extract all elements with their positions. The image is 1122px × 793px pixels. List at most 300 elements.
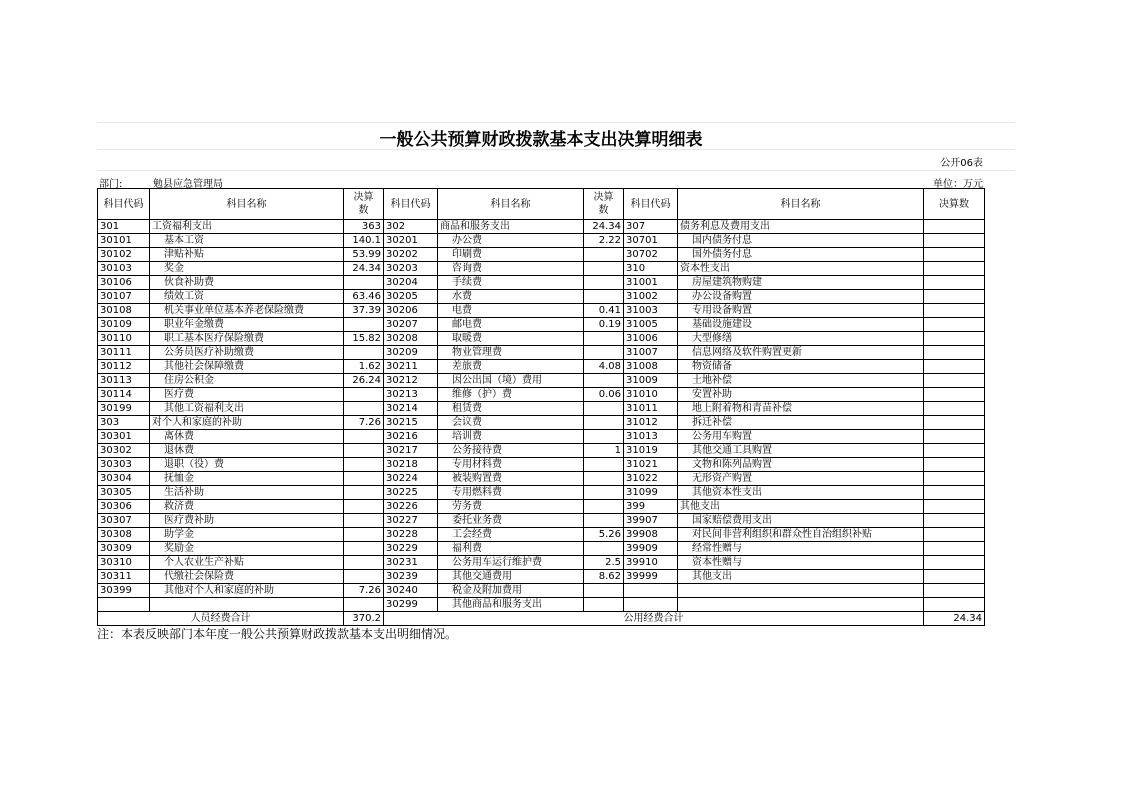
header-name-2: 科目名称 bbox=[438, 189, 584, 220]
cell-code: 30208 bbox=[384, 332, 438, 346]
cell-amount bbox=[584, 514, 624, 528]
cell-code: 39910 bbox=[624, 556, 678, 570]
table-row bbox=[98, 500, 985, 514]
table-row bbox=[98, 332, 985, 346]
cell-amount bbox=[584, 248, 624, 262]
cell-name: 个人农业生产补贴 bbox=[150, 556, 344, 570]
spreadsheet-sheet bbox=[97, 122, 1015, 641]
cell-code: 31099 bbox=[624, 486, 678, 500]
cell-code: 30304 bbox=[98, 472, 150, 486]
cell-name: 工会经费 bbox=[438, 528, 584, 542]
cell-amount: 0.41 bbox=[584, 304, 624, 318]
cell-code: 39999 bbox=[624, 570, 678, 584]
cell-name: 对民间非营利组织和群众性自治组织补贴 bbox=[678, 528, 924, 542]
cell-amount bbox=[924, 416, 985, 430]
header-amount-2-text: 决算 数 bbox=[593, 192, 614, 216]
cell-code: 31022 bbox=[624, 472, 678, 486]
cell-code: 30301 bbox=[98, 430, 150, 444]
header-amount-2 bbox=[584, 189, 624, 220]
cell-name: 大型修缮 bbox=[678, 332, 924, 346]
cell-name: 奖金 bbox=[150, 262, 344, 276]
table-row bbox=[98, 360, 985, 374]
cell-name: 公务员医疗补助缴费 bbox=[150, 346, 344, 360]
cell-amount bbox=[584, 402, 624, 416]
cell-code: 30205 bbox=[384, 290, 438, 304]
cell-code: 31002 bbox=[624, 290, 678, 304]
cell-name: 职工基本医疗保险缴费 bbox=[150, 332, 344, 346]
cell-amount bbox=[344, 430, 384, 444]
unit-label: 单位：万元 bbox=[933, 179, 983, 190]
cell-name: 会议费 bbox=[438, 416, 584, 430]
cell-name: 房屋建筑物购建 bbox=[678, 276, 924, 290]
cell-name: 培训费 bbox=[438, 430, 584, 444]
cell-name: 医疗费补助 bbox=[150, 514, 344, 528]
cell-code: 30310 bbox=[98, 556, 150, 570]
cell-amount bbox=[924, 598, 985, 612]
cell-code: 31013 bbox=[624, 430, 678, 444]
cell-amount bbox=[924, 318, 985, 332]
cell-code: 31012 bbox=[624, 416, 678, 430]
department-label: 部门: bbox=[99, 179, 123, 190]
cell-amount bbox=[924, 430, 985, 444]
table-row bbox=[98, 402, 985, 416]
cell-code: 30204 bbox=[384, 276, 438, 290]
cell-code: 30207 bbox=[384, 318, 438, 332]
cell-amount bbox=[344, 556, 384, 570]
cell-name: 绩效工资 bbox=[150, 290, 344, 304]
cell-amount bbox=[924, 276, 985, 290]
cell-code: 31001 bbox=[624, 276, 678, 290]
cell-code: 30218 bbox=[384, 458, 438, 472]
title-row bbox=[97, 122, 1015, 149]
cell-name: 其他工资福利支出 bbox=[150, 402, 344, 416]
cell-code: 30209 bbox=[384, 346, 438, 360]
cell-amount bbox=[924, 472, 985, 486]
cell-amount bbox=[344, 528, 384, 542]
cell-name: 其他交通费用 bbox=[438, 570, 584, 584]
table-row bbox=[98, 248, 985, 262]
cell-name: 其他社会保障缴费 bbox=[150, 360, 344, 374]
cell-amount bbox=[924, 458, 985, 472]
cell-name: 国家赔偿费用支出 bbox=[678, 514, 924, 528]
cell-amount bbox=[584, 500, 624, 514]
cell-name: 国外债务付息 bbox=[678, 248, 924, 262]
cell-amount bbox=[924, 346, 985, 360]
cell-code: 30109 bbox=[98, 318, 150, 332]
header-code-2: 科目代码 bbox=[384, 189, 438, 220]
cell-amount bbox=[344, 318, 384, 332]
cell-amount bbox=[924, 332, 985, 346]
cell-amount bbox=[344, 514, 384, 528]
cell-name: 文物和陈列品购置 bbox=[678, 458, 924, 472]
cell-name: 经常性赠与 bbox=[678, 542, 924, 556]
cell-code: 30110 bbox=[98, 332, 150, 346]
cell-amount bbox=[924, 248, 985, 262]
cell-amount bbox=[344, 346, 384, 360]
cell-name: 差旅费 bbox=[438, 360, 584, 374]
cell-name: 被装购置费 bbox=[438, 472, 584, 486]
header-code-3: 科目代码 bbox=[624, 189, 678, 220]
cell-code: 303 bbox=[98, 416, 150, 430]
cell-amount bbox=[584, 276, 624, 290]
cell-amount bbox=[584, 374, 624, 388]
cell-amount: 24.34 bbox=[584, 220, 624, 234]
cell-amount bbox=[584, 584, 624, 598]
cell-amount bbox=[344, 388, 384, 402]
cell-amount: 15.82 bbox=[344, 332, 384, 346]
cell-name: 离休费 bbox=[150, 430, 344, 444]
cell-name: 国内债务付息 bbox=[678, 234, 924, 248]
cell-code: 30216 bbox=[384, 430, 438, 444]
cell-amount bbox=[584, 430, 624, 444]
cell-code: 39909 bbox=[624, 542, 678, 556]
cell-amount: 2.22 bbox=[584, 234, 624, 248]
cell-amount: 53.99 bbox=[344, 248, 384, 262]
cell-amount bbox=[924, 584, 985, 598]
form-number-row bbox=[97, 149, 1015, 170]
cell-name: 债务利息及费用支出 bbox=[678, 220, 924, 234]
cell-amount bbox=[584, 416, 624, 430]
cell-amount bbox=[924, 388, 985, 402]
cell-name: 资本性支出 bbox=[678, 262, 924, 276]
cell-name: 手续费 bbox=[438, 276, 584, 290]
table-row bbox=[98, 276, 985, 290]
cell-code: 31019 bbox=[624, 444, 678, 458]
cell-code: 30309 bbox=[98, 542, 150, 556]
cell-amount bbox=[924, 514, 985, 528]
cell-amount bbox=[584, 472, 624, 486]
cell-amount: 0.19 bbox=[584, 318, 624, 332]
cell-name: 地上附着物和青苗补偿 bbox=[678, 402, 924, 416]
cell-amount bbox=[584, 486, 624, 500]
cell-name: 办公费 bbox=[438, 234, 584, 248]
cell-code: 30305 bbox=[98, 486, 150, 500]
table-row bbox=[98, 570, 985, 584]
cell-code: 301 bbox=[98, 220, 150, 234]
table-row bbox=[98, 514, 985, 528]
cell-code: 30308 bbox=[98, 528, 150, 542]
cell-amount bbox=[924, 262, 985, 276]
header-amount-3: 决算数 bbox=[924, 189, 985, 220]
table-row bbox=[98, 556, 985, 570]
cell-name: 退休费 bbox=[150, 444, 344, 458]
cell-name: 印刷费 bbox=[438, 248, 584, 262]
cell-code: 31005 bbox=[624, 318, 678, 332]
cell-name: 公务用车购置 bbox=[678, 430, 924, 444]
table-row bbox=[98, 584, 985, 598]
cell-name: 对个人和家庭的补助 bbox=[150, 416, 344, 430]
cell-name bbox=[678, 598, 924, 612]
cell-amount: 140.1 bbox=[344, 234, 384, 248]
cell-amount bbox=[924, 542, 985, 556]
cell-amount bbox=[344, 276, 384, 290]
cell-name: 专用设备购置 bbox=[678, 304, 924, 318]
cell-code: 30106 bbox=[98, 276, 150, 290]
cell-name: 基本工资 bbox=[150, 234, 344, 248]
cell-code: 30225 bbox=[384, 486, 438, 500]
cell-name: 办公设备购置 bbox=[678, 290, 924, 304]
cell-code: 30199 bbox=[98, 402, 150, 416]
cell-amount: 363 bbox=[344, 220, 384, 234]
table-row bbox=[98, 528, 985, 542]
cell-amount bbox=[584, 290, 624, 304]
cell-amount bbox=[924, 360, 985, 374]
cell-code: 31007 bbox=[624, 346, 678, 360]
cell-code: 30201 bbox=[384, 234, 438, 248]
cell-name: 租赁费 bbox=[438, 402, 584, 416]
cell-amount bbox=[924, 444, 985, 458]
cell-name: 其他交通工具购置 bbox=[678, 444, 924, 458]
cell-name: 物业管理费 bbox=[438, 346, 584, 360]
cell-code bbox=[624, 598, 678, 612]
footnote: 注：本表反映部门本年度一般公共预算财政拨款基本支出明细情况。 bbox=[97, 627, 458, 641]
header-name-3: 科目名称 bbox=[678, 189, 924, 220]
cell-name: 基础设施建设 bbox=[678, 318, 924, 332]
cell-code: 30226 bbox=[384, 500, 438, 514]
cell-name: 拆迁补偿 bbox=[678, 416, 924, 430]
cell-name: 助学金 bbox=[150, 528, 344, 542]
cell-code: 30206 bbox=[384, 304, 438, 318]
cell-amount: 26.24 bbox=[344, 374, 384, 388]
cell-name: 代缴社会保险费 bbox=[150, 570, 344, 584]
cell-code: 30224 bbox=[384, 472, 438, 486]
cell-amount bbox=[924, 556, 985, 570]
cell-name: 专用燃料费 bbox=[438, 486, 584, 500]
cell-code: 30101 bbox=[98, 234, 150, 248]
cell-amount bbox=[584, 542, 624, 556]
cell-name bbox=[150, 598, 344, 612]
table-header-row bbox=[98, 189, 985, 220]
cell-amount: 37.39 bbox=[344, 304, 384, 318]
table-row bbox=[98, 542, 985, 556]
cell-name: 土地补偿 bbox=[678, 374, 924, 388]
totals-row bbox=[98, 612, 985, 626]
cell-code: 30307 bbox=[98, 514, 150, 528]
cell-code: 30215 bbox=[384, 416, 438, 430]
cell-code: 30102 bbox=[98, 248, 150, 262]
table-row bbox=[98, 458, 985, 472]
cell-name: 其他支出 bbox=[678, 570, 924, 584]
table-row bbox=[98, 388, 985, 402]
cell-amount bbox=[584, 262, 624, 276]
table-row bbox=[98, 290, 985, 304]
cell-code: 307 bbox=[624, 220, 678, 234]
table-row bbox=[98, 374, 985, 388]
cell-amount bbox=[344, 402, 384, 416]
cell-code: 31011 bbox=[624, 402, 678, 416]
cell-amount: 0.06 bbox=[584, 388, 624, 402]
cell-code: 30303 bbox=[98, 458, 150, 472]
cell-amount bbox=[924, 304, 985, 318]
cell-amount bbox=[344, 542, 384, 556]
table-row bbox=[98, 444, 985, 458]
cell-amount: 8.62 bbox=[584, 570, 624, 584]
cell-name: 抚恤金 bbox=[150, 472, 344, 486]
cell-amount bbox=[344, 500, 384, 514]
cell-code: 31008 bbox=[624, 360, 678, 374]
cell-name: 医疗费 bbox=[150, 388, 344, 402]
cell-name bbox=[678, 584, 924, 598]
cell-amount: 4.08 bbox=[584, 360, 624, 374]
cell-name: 取暖费 bbox=[438, 332, 584, 346]
cell-amount bbox=[344, 486, 384, 500]
cell-amount bbox=[924, 402, 985, 416]
cell-code: 30107 bbox=[98, 290, 150, 304]
cell-name: 其他支出 bbox=[678, 500, 924, 514]
cell-code: 39907 bbox=[624, 514, 678, 528]
cell-code: 30228 bbox=[384, 528, 438, 542]
table-row bbox=[98, 472, 985, 486]
cell-code: 30217 bbox=[384, 444, 438, 458]
cell-code: 30302 bbox=[98, 444, 150, 458]
cell-code: 30211 bbox=[384, 360, 438, 374]
cell-name: 物资储备 bbox=[678, 360, 924, 374]
cell-amount bbox=[924, 570, 985, 584]
table-row bbox=[98, 598, 985, 612]
cell-code: 30702 bbox=[624, 248, 678, 262]
cell-name: 公务用车运行维护费 bbox=[438, 556, 584, 570]
cell-name: 委托业务费 bbox=[438, 514, 584, 528]
header-name-1: 科目名称 bbox=[150, 189, 344, 220]
cell-name: 津贴补贴 bbox=[150, 248, 344, 262]
cell-code: 30299 bbox=[384, 598, 438, 612]
cell-name: 其他对个人和家庭的补助 bbox=[150, 584, 344, 598]
cell-code: 30113 bbox=[98, 374, 150, 388]
cell-code: 31009 bbox=[624, 374, 678, 388]
cell-code: 31006 bbox=[624, 332, 678, 346]
cell-name: 退职（役）费 bbox=[150, 458, 344, 472]
cell-amount bbox=[584, 458, 624, 472]
cell-name: 因公出国（境）费用 bbox=[438, 374, 584, 388]
cell-amount bbox=[924, 234, 985, 248]
cell-amount: 1.62 bbox=[344, 360, 384, 374]
cell-code: 30239 bbox=[384, 570, 438, 584]
cell-code: 30212 bbox=[384, 374, 438, 388]
cell-code: 30214 bbox=[384, 402, 438, 416]
cell-code: 30399 bbox=[98, 584, 150, 598]
cell-amount bbox=[924, 220, 985, 234]
cell-amount bbox=[924, 486, 985, 500]
cell-amount: 63.46 bbox=[344, 290, 384, 304]
cell-name: 机关事业单位基本养老保险缴费 bbox=[150, 304, 344, 318]
cell-amount bbox=[344, 472, 384, 486]
cell-code: 30202 bbox=[384, 248, 438, 262]
cell-name: 安置补助 bbox=[678, 388, 924, 402]
cell-amount bbox=[924, 290, 985, 304]
cell-amount: 7.26 bbox=[344, 416, 384, 430]
cell-name: 商品和服务支出 bbox=[438, 220, 584, 234]
cell-name: 住房公积金 bbox=[150, 374, 344, 388]
cell-amount bbox=[924, 500, 985, 514]
public-total-label: 公用经费合计 bbox=[384, 612, 924, 626]
cell-name: 福利费 bbox=[438, 542, 584, 556]
cell-name: 水费 bbox=[438, 290, 584, 304]
public-total-value: 24.34 bbox=[924, 612, 985, 626]
form-number: 公开06表 bbox=[940, 158, 983, 169]
header-amount-1 bbox=[344, 189, 384, 220]
cell-name: 劳务费 bbox=[438, 500, 584, 514]
cell-name: 无形资产购置 bbox=[678, 472, 924, 486]
cell-name: 专用材料费 bbox=[438, 458, 584, 472]
cell-name: 资本性赠与 bbox=[678, 556, 924, 570]
page-title: 一般公共预算财政拨款基本支出决算明细表 bbox=[379, 130, 703, 150]
cell-amount bbox=[344, 598, 384, 612]
cell-code bbox=[98, 598, 150, 612]
table-row bbox=[98, 304, 985, 318]
cell-amount: 1 bbox=[584, 444, 624, 458]
cell-name: 其他商品和服务支出 bbox=[438, 598, 584, 612]
table-row bbox=[98, 486, 985, 500]
cell-code: 30306 bbox=[98, 500, 150, 514]
cell-code: 30112 bbox=[98, 360, 150, 374]
table-row bbox=[98, 346, 985, 360]
cell-code: 30227 bbox=[384, 514, 438, 528]
cell-amount: 24.34 bbox=[344, 262, 384, 276]
cell-amount bbox=[584, 332, 624, 346]
cell-name: 奖励金 bbox=[150, 542, 344, 556]
cell-name: 公务接待费 bbox=[438, 444, 584, 458]
cell-name: 电费 bbox=[438, 304, 584, 318]
cell-amount bbox=[344, 458, 384, 472]
cell-amount bbox=[924, 374, 985, 388]
cell-name: 邮电费 bbox=[438, 318, 584, 332]
cell-code: 39908 bbox=[624, 528, 678, 542]
cell-name: 信息网络及软件购置更新 bbox=[678, 346, 924, 360]
cell-code: 31010 bbox=[624, 388, 678, 402]
cell-amount bbox=[344, 444, 384, 458]
cell-name: 维修（护）费 bbox=[438, 388, 584, 402]
table-row bbox=[98, 416, 985, 430]
personnel-total-value: 370.2 bbox=[344, 612, 384, 626]
table-row bbox=[98, 262, 985, 276]
personnel-total-label: 人员经费合计 bbox=[98, 612, 344, 626]
cell-code: 30203 bbox=[384, 262, 438, 276]
cell-code: 30240 bbox=[384, 584, 438, 598]
cell-amount: 7.26 bbox=[344, 584, 384, 598]
cell-code: 30311 bbox=[98, 570, 150, 584]
department-name: 勉县应急管理局 bbox=[153, 179, 223, 190]
cell-amount bbox=[344, 570, 384, 584]
header-code-1: 科目代码 bbox=[98, 189, 150, 220]
table-row bbox=[98, 318, 985, 332]
cell-name: 其他资本性支出 bbox=[678, 486, 924, 500]
cell-code: 310 bbox=[624, 262, 678, 276]
table-row bbox=[98, 234, 985, 248]
expenditure-table bbox=[97, 188, 985, 626]
cell-amount: 5.26 bbox=[584, 528, 624, 542]
cell-amount bbox=[584, 598, 624, 612]
cell-code: 30108 bbox=[98, 304, 150, 318]
cell-code: 30103 bbox=[98, 262, 150, 276]
cell-name: 伙食补助费 bbox=[150, 276, 344, 290]
cell-name: 生活补助 bbox=[150, 486, 344, 500]
cell-code: 399 bbox=[624, 500, 678, 514]
cell-code: 30229 bbox=[384, 542, 438, 556]
table-row bbox=[98, 220, 985, 234]
cell-code: 31003 bbox=[624, 304, 678, 318]
cell-code: 30701 bbox=[624, 234, 678, 248]
cell-code: 302 bbox=[384, 220, 438, 234]
cell-amount bbox=[584, 346, 624, 360]
cell-name: 工资福利支出 bbox=[150, 220, 344, 234]
cell-amount bbox=[924, 528, 985, 542]
cell-code: 30213 bbox=[384, 388, 438, 402]
cell-code: 30231 bbox=[384, 556, 438, 570]
header-amount-1-text: 决算 数 bbox=[353, 192, 374, 216]
table-row bbox=[98, 430, 985, 444]
cell-code: 30114 bbox=[98, 388, 150, 402]
cell-amount: 2.5 bbox=[584, 556, 624, 570]
